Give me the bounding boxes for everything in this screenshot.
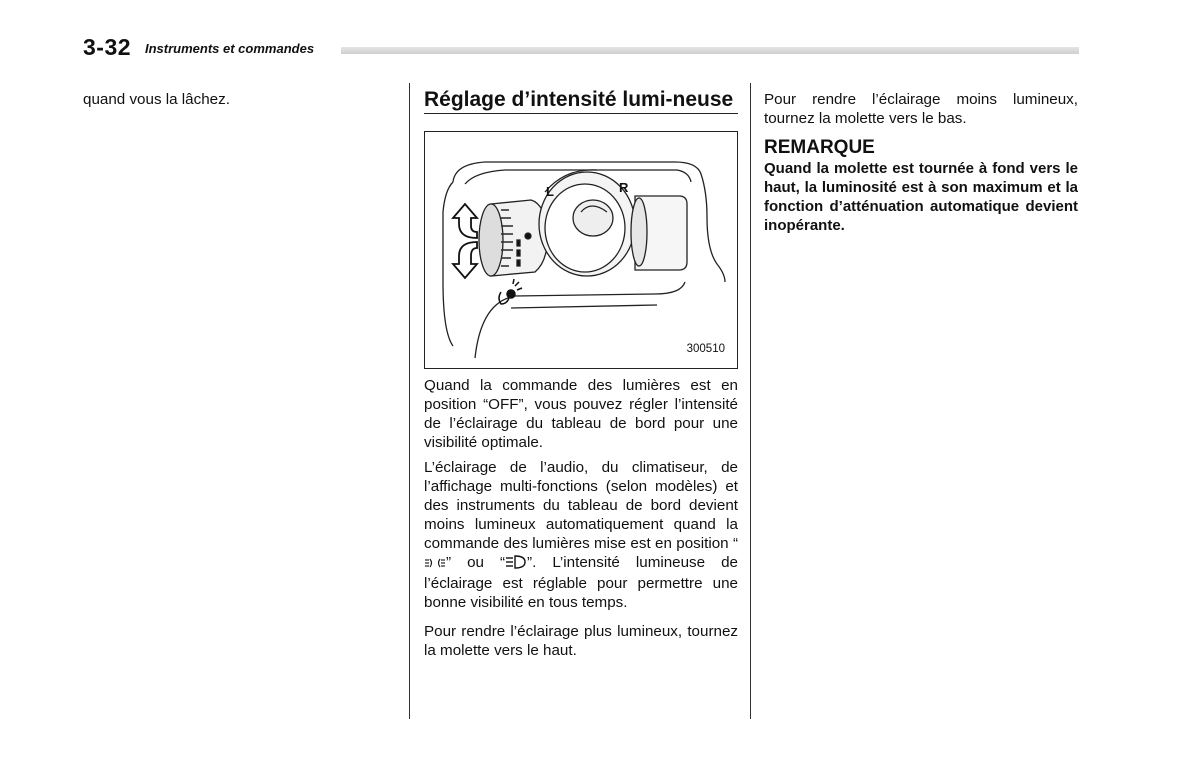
page-number: 3-32	[83, 34, 132, 60]
section-heading: Réglage d’intensité lumi-neuse	[424, 88, 738, 114]
paragraph-auto-dim-text-3: ”. L’intensité lumineuse de l’éclairage est réglable pour permettre une bonne visibilité en tous temps.	[424, 554, 738, 611]
column-divider-right	[750, 83, 751, 719]
headlight-icon	[505, 555, 527, 574]
paragraph-dimmer: Pour rendre l’éclairage moins lumineux, tournez la molette vers le bas.	[764, 91, 1078, 127]
paragraph-auto-dim-text-2: ” ou “	[446, 554, 506, 571]
remark-text: Quand la molette est tournée à fond vers le haut, la luminosité est à son maximum et la fonction d’atténuation automatique devient inopérante.	[764, 160, 1078, 234]
side-light-icon	[424, 555, 446, 574]
label-left: L	[546, 184, 554, 199]
remark-heading: REMARQUE	[764, 137, 875, 158]
continuation-text: quand vous la lâchez.	[83, 91, 230, 108]
column-divider-left	[409, 83, 410, 719]
paragraph-auto-dim-text-1: L’éclairage de l’audio, du climatiseur, de l’affichage multi-fonctions (selon modèles) et des instruments du tableau de bord devient moins lumineux automatiquement quand la commande des lumières mise est en position “	[424, 459, 738, 552]
header-rule	[341, 47, 1079, 54]
rotation-arrows	[453, 204, 477, 278]
column-3	[764, 90, 1078, 241]
column-1	[83, 90, 383, 115]
dimmer-illustration	[424, 131, 738, 369]
column-2	[424, 88, 738, 666]
paragraph-auto-dim	[424, 458, 738, 612]
paragraph-brighter: Pour rendre l’éclairage plus lumineux, tournez la molette vers le haut.	[424, 623, 738, 659]
section-title: Instruments et commandes	[145, 41, 315, 56]
paragraph-intro: Quand la commande des lumières est en position “OFF”, vous pouvez régler l’intensité de l’éclairage du tableau de bord pour une visibilité optimale.	[424, 377, 738, 451]
dimmer-wheel	[479, 200, 547, 276]
page-header	[83, 34, 1079, 62]
label-right: R	[619, 180, 629, 195]
figure-id: 300510	[686, 343, 725, 355]
